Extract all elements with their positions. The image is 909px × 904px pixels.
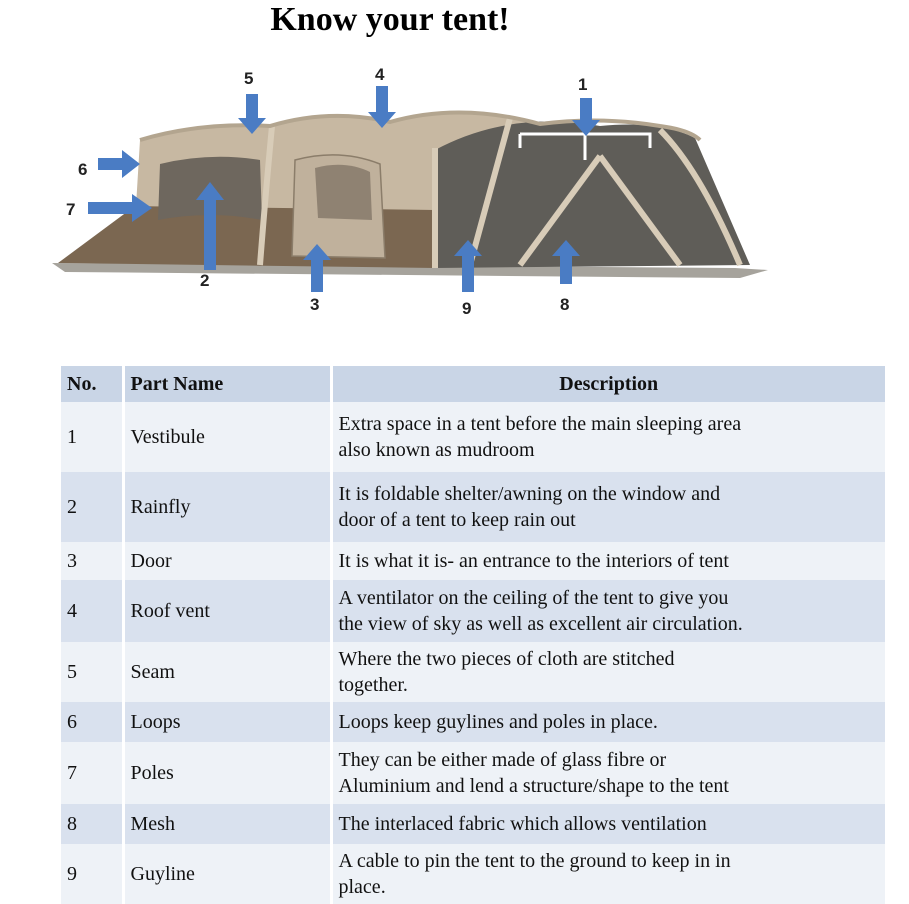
table-row (61, 844, 885, 904)
cell-part-name: Poles (123, 742, 331, 804)
table-row (61, 542, 885, 580)
callout-1: 1 (578, 75, 588, 94)
cell-part-name: Guyline (123, 844, 331, 904)
cell-part-name: Door (123, 542, 331, 580)
page-title: Know your tent! (270, 1, 510, 38)
cell-no: 2 (61, 472, 123, 542)
desc-line-2: Aluminium and lend a structure/shape to the tent (338, 775, 729, 797)
table-header-row (61, 366, 885, 402)
cell-no: 4 (61, 580, 123, 642)
header-part-name: Part Name (123, 366, 331, 402)
cell-description (331, 472, 885, 542)
callout-8: 8 (560, 295, 570, 314)
callout-3: 3 (310, 295, 320, 314)
table-row (61, 472, 885, 542)
cell-part-name: Vestibule (123, 402, 331, 472)
cell-description (331, 702, 885, 742)
parts-table (61, 366, 885, 904)
desc-line-1: Where the two pieces of cloth are stitched (338, 648, 675, 670)
cell-part-name: Loops (123, 702, 331, 742)
tent-mesh-room (435, 121, 750, 268)
cell-no: 3 (61, 542, 123, 580)
tent-diagram (40, 60, 800, 340)
table-row (61, 804, 885, 844)
desc-line-1: The interlaced fabric which allows ventilation (338, 813, 707, 835)
header-no: No. (61, 366, 123, 402)
callout-6: 6 (78, 160, 88, 179)
callout-7: 7 (66, 200, 76, 219)
cell-no: 8 (61, 804, 123, 844)
desc-line-1: Loops keep guylines and poles in place. (338, 711, 658, 733)
cell-description (331, 642, 885, 702)
desc-line-1: A ventilator on the ceiling of the tent to give you (338, 587, 729, 609)
desc-line-1: They can be either made of glass fibre or (338, 749, 667, 771)
cell-no: 5 (61, 642, 123, 702)
desc-line-2: door of a tent to keep rain out (338, 509, 576, 531)
desc-line-1: It is foldable shelter/awning on the window and (338, 483, 721, 505)
header-description: Description (331, 366, 885, 402)
cell-description (331, 804, 885, 844)
cell-description (331, 742, 885, 804)
desc-line-1: It is what it is- an entrance to the interiors of tent (338, 550, 729, 572)
cell-description (331, 580, 885, 642)
callout-4: 4 (375, 65, 385, 84)
cell-description (331, 402, 885, 472)
table-row (61, 642, 885, 702)
cell-part-name: Seam (123, 642, 331, 702)
table-row (61, 742, 885, 804)
desc-line-2: also known as mudroom (338, 439, 535, 461)
callout-9: 9 (462, 299, 472, 318)
table-row (61, 702, 885, 742)
desc-line-2: place. (338, 876, 386, 898)
cell-no: 9 (61, 844, 123, 904)
cell-part-name: Roof vent (123, 580, 331, 642)
desc-line-2: the view of sky as well as excellent air circulation. (338, 613, 743, 635)
cell-description (331, 844, 885, 904)
cell-no: 6 (61, 702, 123, 742)
table-row (61, 580, 885, 642)
callout-5: 5 (244, 69, 254, 88)
desc-line-1: Extra space in a tent before the main sleeping area (338, 413, 742, 435)
table-row (61, 402, 885, 472)
cell-part-name: Mesh (123, 804, 331, 844)
arrow-6 (98, 150, 140, 178)
cell-description (331, 542, 885, 580)
cell-no: 7 (61, 742, 123, 804)
desc-line-1: A cable to pin the tent to the ground to keep in in (338, 850, 731, 872)
cell-no: 1 (61, 402, 123, 472)
callout-2: 2 (200, 271, 210, 290)
cell-part-name: Rainfly (123, 472, 331, 542)
desc-line-2: together. (338, 674, 408, 696)
